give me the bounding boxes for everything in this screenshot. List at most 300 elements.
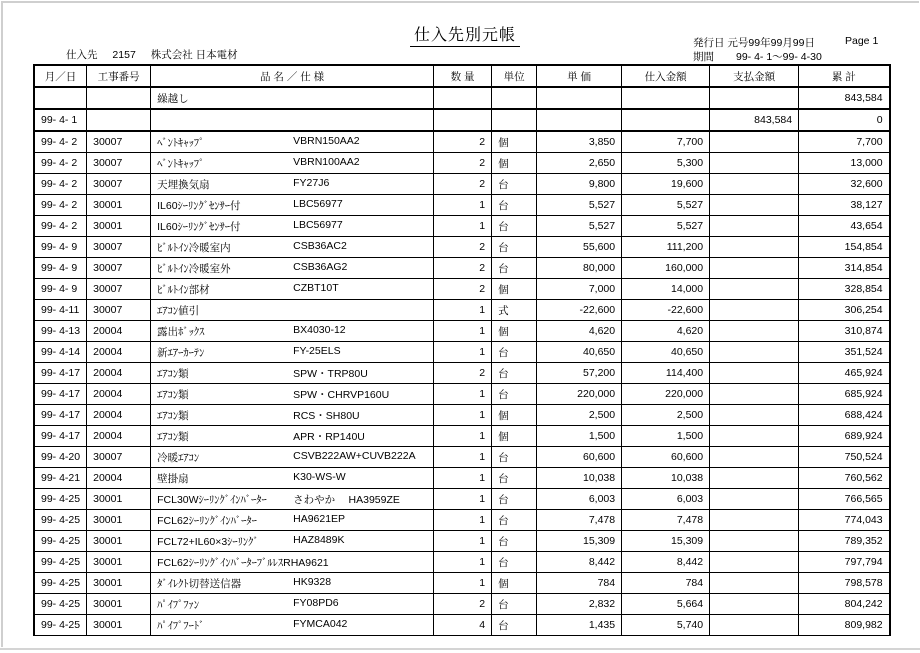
cell-amount: 5,527: [622, 216, 710, 237]
table-row: [34, 510, 890, 531]
cell-price: 9,800: [537, 174, 622, 195]
cell-payment: [710, 552, 799, 573]
table-row: [34, 216, 890, 237]
cell-date: 99- 4- 9: [34, 237, 87, 258]
cell-amount: 220,000: [622, 384, 710, 405]
cell-qty: 1: [434, 531, 492, 552]
cell-job: 30001: [87, 510, 151, 531]
cell-job: 30007: [87, 258, 151, 279]
cell-qty: 2: [434, 174, 492, 195]
supplier-code: 2157: [112, 49, 136, 61]
cell-date: 99- 4-25: [34, 489, 87, 510]
cell-qty: 2: [434, 279, 492, 300]
cell-qty: 2: [434, 363, 492, 384]
cell-name-spec: [151, 131, 434, 153]
cell-unit: 台: [492, 195, 537, 216]
cell-qty: 1: [434, 552, 492, 573]
cell-date: 99- 4-25: [34, 573, 87, 594]
cell-payment: [710, 531, 799, 552]
header-cumulative: 累 計: [799, 65, 890, 87]
table-row: [34, 384, 890, 405]
cell-price: 5,527: [537, 195, 622, 216]
cell-name-spec: [151, 258, 434, 279]
cell-date: 99- 4- 9: [34, 258, 87, 279]
cell-job: 30007: [87, 279, 151, 300]
cell-job: 30001: [87, 615, 151, 636]
cell-date: 99- 4-25: [34, 531, 87, 552]
cell-item-spec: CSB36AG2: [293, 260, 348, 273]
cell-name-spec: [151, 426, 434, 447]
cell-item-name: ﾍﾞﾝﾄｷｬｯﾌﾟ: [157, 157, 205, 170]
cell-date: 99- 4- 2: [34, 195, 87, 216]
cell-job: 30001: [87, 216, 151, 237]
cell-job: 20004: [87, 405, 151, 426]
cell-date: 99- 4-25: [34, 594, 87, 615]
cell-date: 99- 4- 2: [34, 174, 87, 195]
cell-name-spec: [151, 531, 434, 552]
cell-price: 2,832: [537, 594, 622, 615]
cell-amount: 15,309: [622, 531, 710, 552]
cell-item-spec: SPW・CHRVP160U: [293, 388, 390, 401]
cell-amount: 2,500: [622, 405, 710, 426]
cell-price: -22,600: [537, 300, 622, 321]
table-row: [34, 552, 890, 573]
cell-amount: 7,700: [622, 131, 710, 153]
carryover-label: 繰越し: [151, 87, 434, 109]
cell-price: 6,003: [537, 489, 622, 510]
cell-qty: 1: [434, 447, 492, 468]
cell-date: 99- 4-17: [34, 384, 87, 405]
cell-payment: [710, 384, 799, 405]
cell-cumulative: 689,924: [799, 426, 890, 447]
header-unit: 単位: [492, 65, 537, 87]
cell-name-spec: [151, 594, 434, 615]
cell-qty: 1: [434, 342, 492, 363]
cell-unit: 台: [492, 237, 537, 258]
cell-cumulative: 13,000: [799, 153, 890, 174]
cell-job: 30007: [87, 153, 151, 174]
cell-item-name: FCL62ｼｰﾘﾝｸﾞｲﾝﾊﾞｰﾀｰ: [157, 514, 257, 527]
cell-price: 80,000: [537, 258, 622, 279]
cell-payment: [710, 489, 799, 510]
cell-name-spec: [151, 489, 434, 510]
cell-cumulative: 314,854: [799, 258, 890, 279]
cell-amount: 6,003: [622, 489, 710, 510]
cell-cumulative: 7,700: [799, 131, 890, 153]
table-row: [34, 131, 890, 153]
table-row: [34, 237, 890, 258]
cell-amount: 111,200: [622, 237, 710, 258]
cell-item-spec: FY08PD6: [293, 596, 339, 609]
cell-payment: [710, 363, 799, 384]
cell-unit: 台: [492, 531, 537, 552]
cell-unit: 台: [492, 489, 537, 510]
cell-price: 1,500: [537, 426, 622, 447]
cell-payment: [710, 405, 799, 426]
cell-cumulative: 43,654: [799, 216, 890, 237]
cell-job: 30001: [87, 195, 151, 216]
cell-date: 99- 4- 9: [34, 279, 87, 300]
cell-item-spec: SPW・TRP80U: [293, 367, 368, 380]
cell-item-name: ﾋﾞﾙﾄｲﾝ部材: [157, 283, 210, 296]
page-bottom-edge: [0, 648, 920, 650]
header-amount: 仕入金額: [622, 65, 710, 87]
cell-name-spec: [151, 195, 434, 216]
cell-item-name: ｴｱｺﾝ類: [157, 430, 189, 443]
cell-item-spec: VBRN100AA2: [293, 155, 360, 168]
cell-name-spec: [151, 342, 434, 363]
period-value: 99- 4- 1～99- 4-30: [736, 51, 822, 63]
cell-item-name: FCL72+IL60×3ｼｰﾘﾝｸﾞ: [157, 535, 259, 548]
payment-cumulative: 0: [799, 109, 890, 131]
cell-price: 8,442: [537, 552, 622, 573]
header-name-spec: 品 名 ／ 仕 様: [151, 65, 434, 87]
cell-name-spec: [151, 468, 434, 489]
cell-job: 20004: [87, 321, 151, 342]
cell-job: 30007: [87, 237, 151, 258]
cell-job: 30001: [87, 531, 151, 552]
cell-qty: 2: [434, 153, 492, 174]
cell-amount: 8,442: [622, 552, 710, 573]
cell-item-name: ｴｱｺﾝ類: [157, 367, 189, 380]
cell-name-spec: [151, 174, 434, 195]
cell-job: 20004: [87, 363, 151, 384]
cell-item-spec: HAZ8489K: [293, 533, 345, 546]
cell-job: 30001: [87, 573, 151, 594]
cell-job: 20004: [87, 426, 151, 447]
cell-date: 99- 4-21: [34, 468, 87, 489]
cell-cumulative: 154,854: [799, 237, 890, 258]
cell-payment: [710, 300, 799, 321]
cell-item-spec: K30-WS-W: [293, 470, 346, 483]
cell-item-name: 露出ﾎﾞｯｸｽ: [157, 325, 205, 338]
cell-price: 15,309: [537, 531, 622, 552]
cell-amount: 160,000: [622, 258, 710, 279]
cell-payment: [710, 195, 799, 216]
cell-cumulative: 351,524: [799, 342, 890, 363]
cell-item-spec: HA9621EP: [293, 512, 346, 525]
cell-item-name: ﾋﾞﾙﾄｲﾝ冷暖室内: [157, 241, 231, 254]
cell-qty: 1: [434, 510, 492, 531]
cell-unit: 台: [492, 258, 537, 279]
table-row: [34, 573, 890, 594]
table-row: [34, 279, 890, 300]
table-row: [34, 615, 890, 636]
issue-date-label: 発行日: [693, 37, 725, 49]
cell-date: 99- 4-17: [34, 363, 87, 384]
cell-qty: 1: [434, 195, 492, 216]
cell-payment: [710, 216, 799, 237]
cell-name-spec: [151, 279, 434, 300]
issue-date-value: 元号99年99月99日: [727, 37, 815, 49]
cell-payment: [710, 447, 799, 468]
cell-payment: [710, 615, 799, 636]
cell-payment: [710, 342, 799, 363]
cell-qty: 2: [434, 594, 492, 615]
cell-job: 20004: [87, 384, 151, 405]
cell-item-spec: LBC56977: [293, 197, 343, 210]
cell-item-spec: CSB36AC2: [293, 239, 347, 252]
table-row: [34, 153, 890, 174]
cell-item-spec: RCS・SH80U: [293, 409, 360, 422]
cell-date: 99- 4-20: [34, 447, 87, 468]
header-job: 工事番号: [87, 65, 151, 87]
cell-name-spec: [151, 216, 434, 237]
table-row: [34, 405, 890, 426]
issue-date: [693, 35, 815, 50]
cell-qty: 4: [434, 615, 492, 636]
cell-payment: [710, 237, 799, 258]
supplier-name: 株式会社 日本電材: [150, 49, 238, 61]
cell-unit: 台: [492, 552, 537, 573]
cell-payment: [710, 258, 799, 279]
header-payment: 支払金額: [710, 65, 799, 87]
cell-date: 99- 4-13: [34, 321, 87, 342]
table-row: [34, 447, 890, 468]
period-label: 期間: [693, 51, 714, 63]
cell-price: 7,478: [537, 510, 622, 531]
cell-job: 30007: [87, 300, 151, 321]
cell-item-name: 壁掛扇: [157, 472, 189, 485]
cell-job: 30001: [87, 552, 151, 573]
cell-amount: 14,000: [622, 279, 710, 300]
cell-name-spec: [151, 321, 434, 342]
cell-name-spec: [151, 153, 434, 174]
cell-unit: 台: [492, 216, 537, 237]
cell-name-spec: [151, 615, 434, 636]
cell-unit: 台: [492, 363, 537, 384]
cell-payment: [710, 426, 799, 447]
cell-qty: 1: [434, 426, 492, 447]
cell-amount: 7,478: [622, 510, 710, 531]
cell-item-name: ｴｱｺﾝ類: [157, 409, 189, 422]
cell-payment: [710, 279, 799, 300]
table-row: [34, 426, 890, 447]
cell-price: 220,000: [537, 384, 622, 405]
cell-item-name: ﾊﾟｲﾌﾟﾌｧﾝ: [157, 598, 200, 611]
cell-unit: 個: [492, 131, 537, 153]
cell-amount: 5,740: [622, 615, 710, 636]
cell-item-spec: APR・RP140U: [293, 430, 365, 443]
page-number: Page 1: [845, 35, 879, 47]
cell-item-name: IL60ｼｰﾘﾝｸﾞｾﾝｻｰ付: [157, 220, 241, 233]
cell-job: 30001: [87, 594, 151, 615]
cell-unit: 台: [492, 510, 537, 531]
cell-cumulative: 797,794: [799, 552, 890, 573]
cell-date: 99- 4-17: [34, 426, 87, 447]
cell-job: 30007: [87, 447, 151, 468]
cell-amount: 60,600: [622, 447, 710, 468]
cell-payment: [710, 594, 799, 615]
cell-amount: 4,620: [622, 321, 710, 342]
cell-item-spec: VBRN150AA2: [293, 134, 360, 147]
cell-unit: 個: [492, 405, 537, 426]
cell-price: 55,600: [537, 237, 622, 258]
cell-qty: 1: [434, 573, 492, 594]
cell-job: 20004: [87, 468, 151, 489]
cell-item-spec: BX4030-12: [293, 323, 346, 336]
period: [693, 49, 822, 64]
cell-date: 99- 4- 2: [34, 131, 87, 153]
cell-qty: 2: [434, 131, 492, 153]
cell-name-spec: [151, 237, 434, 258]
cell-cumulative: 774,043: [799, 510, 890, 531]
cell-name-spec: [151, 300, 434, 321]
cell-item-name: ﾀﾞｲﾚｸﾄ切替送信器: [157, 577, 242, 590]
cell-item-spec: LBC56977: [293, 218, 343, 231]
cell-date: 99- 4-11: [34, 300, 87, 321]
cell-amount: 5,664: [622, 594, 710, 615]
table-row: [34, 300, 890, 321]
cell-price: 40,650: [537, 342, 622, 363]
table-row: [34, 195, 890, 216]
payment-row: [34, 109, 890, 131]
cell-date: 99- 4- 2: [34, 216, 87, 237]
cell-unit: 個: [492, 426, 537, 447]
cell-item-name: ﾍﾞﾝﾄｷｬｯﾌﾟ: [157, 136, 205, 149]
cell-item-spec: CSVB222AW+CUVB222A: [293, 449, 416, 462]
cell-qty: 2: [434, 258, 492, 279]
cell-price: 60,600: [537, 447, 622, 468]
cell-payment: [710, 468, 799, 489]
header-price: 単 価: [537, 65, 622, 87]
cell-qty: 1: [434, 489, 492, 510]
cell-amount: 1,500: [622, 426, 710, 447]
cell-unit: 台: [492, 342, 537, 363]
cell-item-spec: FYMCA042: [293, 617, 348, 630]
cell-item-spec: FY27J6: [293, 176, 330, 189]
cell-payment: [710, 573, 799, 594]
cell-qty: 1: [434, 468, 492, 489]
ledger-table: [33, 64, 891, 636]
cell-item-name: ﾋﾞﾙﾄｲﾝ冷暖室外: [157, 262, 231, 275]
cell-item-spec: FY-25ELS: [293, 344, 341, 357]
cell-name-spec: [151, 573, 434, 594]
cell-cumulative: 804,242: [799, 594, 890, 615]
cell-date: 99- 4-25: [34, 552, 87, 573]
cell-price: 3,850: [537, 131, 622, 153]
cell-amount: 5,527: [622, 195, 710, 216]
cell-price: 10,038: [537, 468, 622, 489]
cell-unit: 個: [492, 573, 537, 594]
cell-item-name: ﾊﾟｲﾌﾟﾌｰﾄﾞ: [157, 619, 205, 632]
cell-qty: 1: [434, 384, 492, 405]
table-row: [34, 342, 890, 363]
cell-date: 99- 4-14: [34, 342, 87, 363]
cell-qty: 1: [434, 405, 492, 426]
cell-name-spec: [151, 552, 434, 573]
cell-price: 7,000: [537, 279, 622, 300]
cell-cumulative: 32,600: [799, 174, 890, 195]
payment-amount: 843,584: [710, 109, 799, 131]
cell-price: 5,527: [537, 216, 622, 237]
cell-amount: 10,038: [622, 468, 710, 489]
cell-cumulative: 750,524: [799, 447, 890, 468]
table-row: [34, 363, 890, 384]
cell-job: 20004: [87, 342, 151, 363]
table-row: [34, 531, 890, 552]
cell-item-spec: HK9328: [293, 575, 332, 588]
cell-price: 2,500: [537, 405, 622, 426]
cell-name-spec: [151, 405, 434, 426]
cell-item-name: 天埋換気扇: [157, 178, 210, 191]
cell-amount: 19,600: [622, 174, 710, 195]
cell-payment: [710, 131, 799, 153]
cell-cumulative: 465,924: [799, 363, 890, 384]
table-row: [34, 174, 890, 195]
cell-date: 99- 4-17: [34, 405, 87, 426]
cell-cumulative: 766,565: [799, 489, 890, 510]
cell-unit: 個: [492, 279, 537, 300]
cell-price: 57,200: [537, 363, 622, 384]
cell-price: 1,435: [537, 615, 622, 636]
cell-name-spec: [151, 510, 434, 531]
cell-date: 99- 4-25: [34, 510, 87, 531]
cell-amount: 114,400: [622, 363, 710, 384]
cell-amount: 5,300: [622, 153, 710, 174]
carryover-row: [34, 87, 890, 109]
cell-price: 4,620: [537, 321, 622, 342]
cell-payment: [710, 153, 799, 174]
document-title: 仕入先別元帳: [410, 22, 520, 47]
table-row: [34, 258, 890, 279]
cell-price: 2,650: [537, 153, 622, 174]
cell-cumulative: 38,127: [799, 195, 890, 216]
header-row: [34, 65, 890, 87]
cell-unit: 台: [492, 447, 537, 468]
cell-payment: [710, 321, 799, 342]
cell-unit: 個: [492, 321, 537, 342]
cell-cumulative: 798,578: [799, 573, 890, 594]
cell-payment: [710, 510, 799, 531]
header-date: 月／日: [34, 65, 87, 87]
table-row: [34, 489, 890, 510]
cell-cumulative: 310,874: [799, 321, 890, 342]
cell-cumulative: 809,982: [799, 615, 890, 636]
cell-name-spec: [151, 447, 434, 468]
cell-job: 30007: [87, 174, 151, 195]
cell-item-spec: さわやか HA3959ZE: [293, 493, 400, 506]
cell-item-name: FCL62ｼｰﾘﾝｸﾞｲﾝﾊﾞｰﾀｰﾌﾞﾙﾚｽRHA9621: [157, 556, 329, 569]
cell-cumulative: 328,854: [799, 279, 890, 300]
header-qty: 数 量: [434, 65, 492, 87]
cell-name-spec: [151, 384, 434, 405]
table-row: [34, 321, 890, 342]
cell-unit: 台: [492, 384, 537, 405]
cell-cumulative: 688,424: [799, 405, 890, 426]
carryover-cumulative: 843,584: [799, 87, 890, 109]
cell-item-name: IL60ｼｰﾘﾝｸﾞｾﾝｻｰ付: [157, 199, 241, 212]
cell-item-name: ｴｱｺﾝ値引: [157, 304, 200, 317]
payment-date: 99- 4- 1: [34, 109, 87, 131]
cell-item-name: FCL30Wｼｰﾘﾝｸﾞｲﾝﾊﾞｰﾀｰ: [157, 493, 267, 506]
cell-qty: 1: [434, 300, 492, 321]
cell-name-spec: [151, 363, 434, 384]
cell-unit: 式: [492, 300, 537, 321]
cell-qty: 2: [434, 237, 492, 258]
cell-cumulative: 306,254: [799, 300, 890, 321]
cell-item-name: 新ｴｱｰｶｰﾃﾝ: [157, 346, 205, 359]
cell-cumulative: 789,352: [799, 531, 890, 552]
supplier-info: [66, 47, 250, 62]
cell-unit: 台: [492, 615, 537, 636]
cell-qty: 1: [434, 321, 492, 342]
cell-amount: -22,600: [622, 300, 710, 321]
cell-item-spec: CZBT10T: [293, 281, 339, 294]
cell-unit: 台: [492, 594, 537, 615]
cell-date: 99- 4-25: [34, 615, 87, 636]
cell-payment: [710, 174, 799, 195]
